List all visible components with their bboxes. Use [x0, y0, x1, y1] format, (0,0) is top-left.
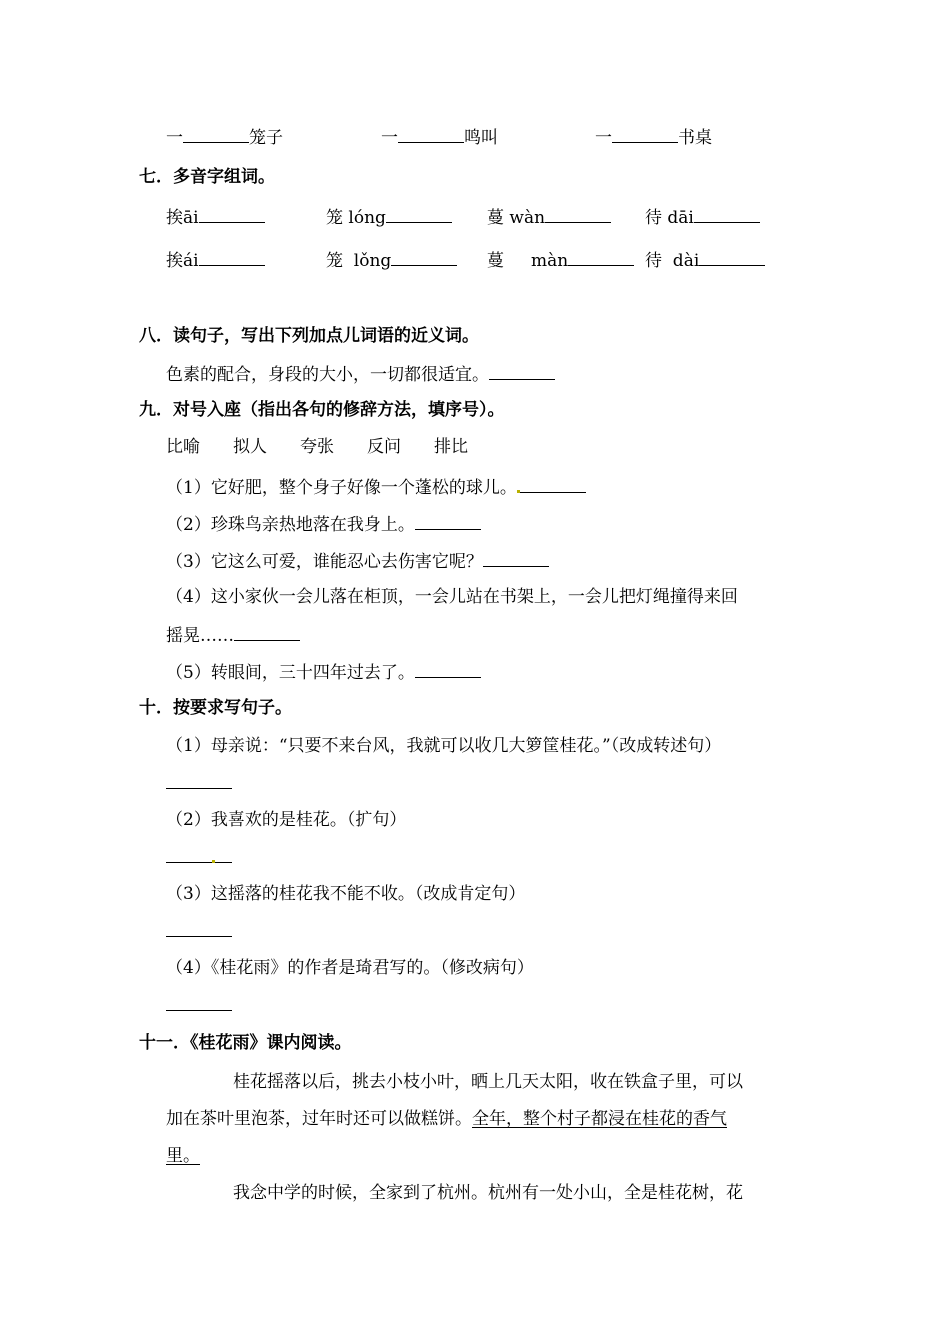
section-8-title: 八．读句子，写出下列加点儿词语的近义词。 — [139, 326, 479, 346]
polyphone-item: 待 dài — [645, 247, 765, 273]
reading-paragraph-2: 我念中学的时候，全家到了杭州。杭州有一处小山，全是桂花树，花 — [233, 1183, 743, 1203]
rhetoric-item-4-cont: 摇晃…… — [166, 622, 300, 648]
answer-blank[interactable] — [166, 844, 232, 863]
rhetoric-option: 反问 — [367, 437, 401, 457]
reading-paragraph-1-line-3 — [166, 1144, 200, 1168]
mark-dot — [212, 860, 215, 863]
answer-blank[interactable] — [386, 204, 452, 223]
polyphone-item: 蔓 màn — [487, 247, 634, 273]
rewrite-answer-2 — [166, 844, 232, 870]
answer-blank[interactable] — [166, 918, 232, 937]
underlined-sentence: 里。 — [166, 1146, 200, 1166]
polyphone-item: 挨āi — [166, 204, 265, 230]
answer-blank[interactable] — [199, 204, 265, 223]
section-9-title: 九．对号入座（指出各句的修辞方法，填序号）。 — [139, 400, 505, 420]
answer-blank[interactable] — [483, 548, 549, 567]
reading-paragraph-1: 桂花摇落以后，挑去小枝小叶，晒上几天太阳，收在铁盒子里，可以 — [233, 1072, 743, 1092]
rhetoric-item-5: （5）转眼间，三十四年过去了。 — [166, 659, 481, 685]
rhetoric-item-1: （1）它好肥，整个身子好像一个蓬松的球儿。 — [166, 474, 586, 500]
polyphone-item: 笼 lǒng — [326, 247, 457, 273]
fill-item-2: 一 鸣叫 — [381, 124, 498, 150]
answer-blank[interactable] — [166, 992, 232, 1011]
rewrite-item-2: （2）我喜欢的是桂花。（扩句） — [166, 810, 407, 830]
rewrite-answer-1 — [166, 770, 232, 796]
answer-blank[interactable] — [568, 247, 634, 266]
rhetoric-option: 比喻 — [166, 437, 200, 457]
fill-item-1: 一 笼子 — [166, 124, 283, 150]
section-10-title: 十．按要求写句子。 — [139, 698, 292, 718]
answer-blank[interactable] — [415, 659, 481, 678]
polyphone-item: 蔓 wàn — [487, 204, 611, 230]
rewrite-item-3: （3）这摇落的桂花我不能不收。（改成肯定句） — [166, 884, 526, 904]
answer-blank[interactable] — [520, 474, 586, 493]
answer-blank[interactable] — [398, 124, 464, 143]
polyphone-item: 挨ái — [166, 247, 265, 273]
rhetoric-item-4: （4）这小家伙一会儿落在柜顶，一会儿站在书架上，一会儿把灯绳撞得来回 — [166, 587, 738, 607]
answer-blank[interactable] — [183, 124, 249, 143]
underlined-sentence: 全年，整个村子都浸在桂花的香气 — [472, 1109, 727, 1129]
rewrite-item-1: （1）母亲说：“只要不来台风，我就可以收几大箩筐桂花。”（改成转述句） — [166, 736, 722, 756]
answer-blank[interactable] — [199, 247, 265, 266]
fill-item-3: 一 书桌 — [595, 124, 712, 150]
synonym-question: 色素的配合，身段的大小，一切都很适宜。 — [166, 361, 555, 387]
rhetoric-option: 排比 — [434, 437, 468, 457]
section-11-title: 十一．《桂花雨》课内阅读。 — [139, 1033, 352, 1053]
answer-blank[interactable] — [415, 511, 481, 530]
answer-blank[interactable] — [166, 770, 232, 789]
rewrite-answer-3 — [166, 918, 232, 944]
rewrite-item-4: （4）《桂花雨》的作者是琦君写的。（修改病句） — [166, 958, 534, 978]
rhetoric-item-2: （2）珍珠鸟亲热地落在我身上。 — [166, 511, 481, 537]
polyphone-item: 笼 lóng — [326, 204, 452, 230]
section-7-title: 七．多音字组词。 — [139, 167, 275, 187]
answer-blank[interactable] — [612, 124, 678, 143]
rewrite-answer-4 — [166, 992, 232, 1018]
answer-blank[interactable] — [699, 247, 765, 266]
answer-blank[interactable] — [391, 247, 457, 266]
answer-blank[interactable] — [489, 361, 555, 380]
answer-blank[interactable] — [545, 204, 611, 223]
answer-blank[interactable] — [694, 204, 760, 223]
reading-paragraph-1-line-2: 加在茶叶里泡茶，过年时还可以做糕饼。全年，整个村子都浸在桂花的香气 — [166, 1109, 727, 1129]
rhetoric-item-3: （3）它这么可爱，谁能忍心去伤害它呢？ — [166, 548, 549, 574]
answer-blank[interactable] — [234, 622, 300, 641]
rhetoric-option: 夸张 — [300, 437, 334, 457]
polyphone-item: 待 dāi — [645, 204, 760, 230]
rhetoric-option: 拟人 — [233, 437, 267, 457]
